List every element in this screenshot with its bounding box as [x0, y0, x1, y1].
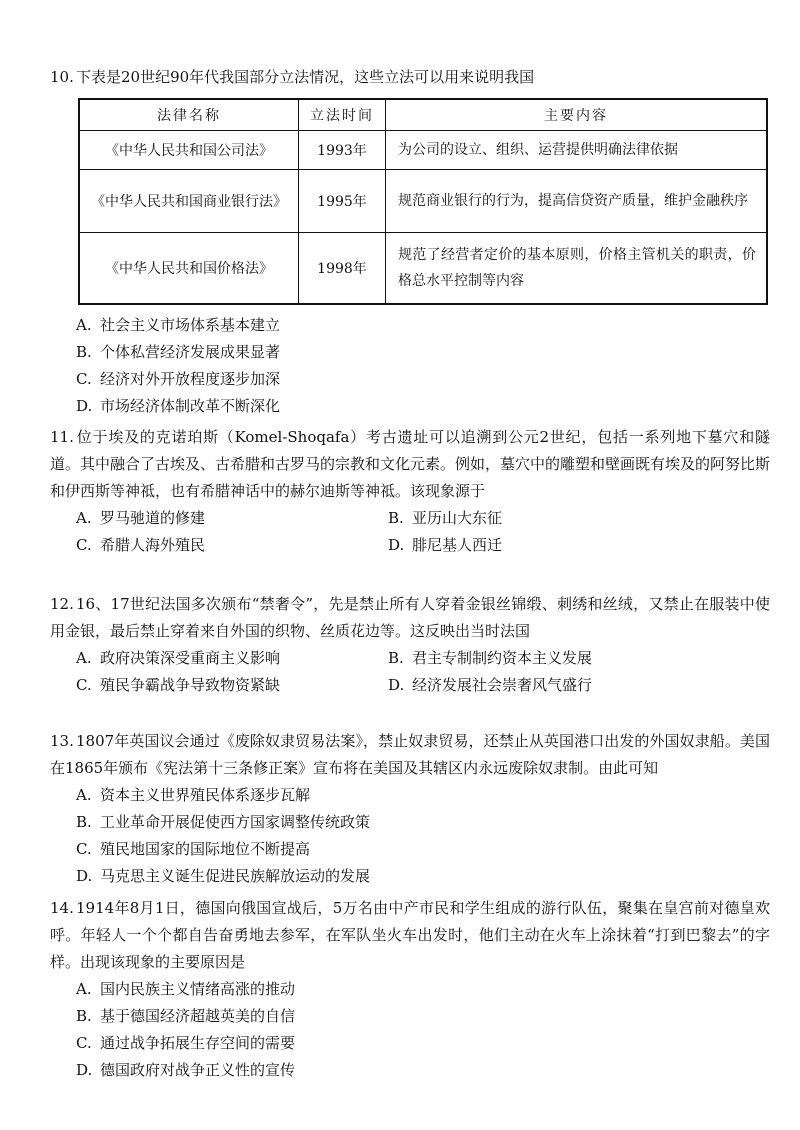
- option-letter: A.: [76, 980, 92, 998]
- option-d[interactable]: [388, 532, 502, 559]
- option-c[interactable]: [50, 836, 770, 863]
- law-table: [78, 98, 768, 305]
- options-row: [50, 532, 770, 559]
- option-b[interactable]: [50, 809, 770, 836]
- option-text: 经济对外开放程度逐步加深: [100, 370, 281, 388]
- option-c[interactable]: [76, 672, 280, 699]
- law-year: 1995年: [299, 170, 386, 233]
- question-12-stem: [50, 591, 770, 645]
- stem-text: 位于埃及的克诺珀斯（Komel-Shoqafa）考古遗址可以追溯到公元2世纪，包括一系列地下墓穴和隧道。其中融合了古埃及、古希腊和古罗马的宗教和文化元素。例如，墓穴中的雕塑和壁画既有埃及的阿努比斯和伊西斯等神祗，也有希腊神话中的赫尔迪斯等神祗。该现象源于: [50, 428, 771, 500]
- option-d[interactable]: [50, 1057, 770, 1084]
- option-d[interactable]: [388, 672, 592, 699]
- option-text: 市场经济体制改革不断深化: [100, 397, 281, 415]
- table-header-row: [79, 99, 767, 131]
- question-number: 13.: [50, 732, 74, 750]
- option-text: 政府决策深受重商主义影响: [100, 649, 281, 667]
- option-text: 君主专制制约资本主义发展: [412, 649, 593, 667]
- option-b[interactable]: [388, 645, 592, 672]
- stem-text: 16、17世纪法国多次颁布“禁奢令”，先是禁止所有人穿着金银丝锦缎、刺绣和丝绒，又禁止在服装中使用金银，最后禁止穿着来自外国的织物、丝质花边等。这反映出当时法国: [50, 595, 770, 640]
- option-c[interactable]: [50, 1030, 770, 1057]
- option-letter: C.: [76, 840, 92, 858]
- option-text: 马克思主义诞生促进民族解放运动的发展: [100, 867, 371, 885]
- option-text: 殖民地国家的国际地位不断提高: [100, 840, 311, 858]
- law-content: 为公司的设立、组织、运营提供明确法律依据: [386, 131, 768, 170]
- option-d[interactable]: [50, 393, 770, 420]
- question-10-options: [50, 312, 770, 420]
- law-name: 《中华人民共和国公司法》: [79, 131, 299, 170]
- stem-text: 1807年英国议会通过《废除奴隶贸易法案》，禁止奴隶贸易，还禁止从英国港口出发的外国奴隶船。美国在1865年颁布《宪法第十三条修正案》宣布将在美国及其辖区内永远废除奴隶制。由此可知: [50, 732, 770, 777]
- option-text: 资本主义世界殖民体系逐步瓦解: [100, 786, 311, 804]
- stem-text: 1914年8月1日，德国向俄国宣战后，5万名由中产市民和学生组成的游行队伍，聚集在皇宫前对德皇欢呼。年轻人一个个都自告奋勇地去参军，在军队坐火车出发时，他们主动在火车上涂抹着“打到巴黎去”的字样。出现该现象的主要原因是: [50, 899, 770, 971]
- option-b[interactable]: [50, 339, 770, 366]
- question-10: [50, 64, 770, 91]
- law-year: 1998年: [299, 233, 386, 305]
- option-c[interactable]: [76, 532, 205, 559]
- option-c[interactable]: [50, 366, 770, 393]
- option-b[interactable]: [50, 1003, 770, 1030]
- question-11-stem: [50, 424, 770, 505]
- option-text: 基于德国经济超越英美的自信: [100, 1007, 296, 1025]
- option-letter: B.: [388, 509, 404, 527]
- options-row: [50, 645, 770, 672]
- option-letter: C.: [76, 1034, 92, 1052]
- option-letter: D.: [76, 867, 93, 885]
- option-text: 罗马驰道的修建: [100, 509, 206, 527]
- law-name: 《中华人民共和国价格法》: [79, 233, 299, 305]
- header-law-date: 立法时间: [299, 99, 386, 131]
- option-text: 国内民族主义情绪高涨的推动: [100, 980, 296, 998]
- table-row: [79, 131, 767, 170]
- option-letter: D.: [76, 397, 93, 415]
- option-a[interactable]: [50, 782, 770, 809]
- option-text: 殖民争霸战争导致物资紧缺: [100, 676, 281, 694]
- option-letter: C.: [76, 536, 92, 554]
- option-text: 德国政府对战争正义性的宣传: [100, 1061, 296, 1079]
- options-row: [50, 672, 770, 699]
- question-10-stem: [50, 64, 770, 91]
- option-letter: D.: [388, 536, 405, 554]
- option-a[interactable]: [50, 312, 770, 339]
- option-a[interactable]: [76, 505, 205, 532]
- question-13-stem: [50, 728, 770, 782]
- law-name: 《中华人民共和国商业银行法》: [79, 170, 299, 233]
- option-a[interactable]: [76, 645, 280, 672]
- option-text: 工业革命开展促使西方国家调整传统政策: [100, 813, 371, 831]
- question-number: 14.: [50, 899, 74, 917]
- question-number: 12.: [50, 595, 74, 613]
- option-letter: A.: [76, 786, 92, 804]
- option-b[interactable]: [388, 505, 502, 532]
- option-d[interactable]: [50, 863, 770, 890]
- option-text: 腓尼基人西迁: [412, 536, 503, 554]
- table-row: [79, 170, 767, 233]
- option-text: 社会主义市场体系基本建立: [100, 316, 281, 334]
- question-14: [50, 895, 770, 1084]
- option-a[interactable]: [50, 976, 770, 1003]
- header-law-name: 法律名称: [79, 99, 299, 131]
- law-content: 规范商业银行的行为，提高信贷资产质量，维护金融秩序: [386, 170, 768, 233]
- header-law-content: 主要内容: [386, 99, 768, 131]
- table-row: [79, 233, 767, 305]
- option-letter: A.: [76, 649, 92, 667]
- option-text: 个体私营经济发展成果显著: [100, 343, 281, 361]
- option-letter: B.: [76, 343, 92, 361]
- question-number: 10.: [50, 68, 74, 86]
- option-letter: B.: [388, 649, 404, 667]
- option-letter: B.: [76, 1007, 92, 1025]
- option-letter: B.: [76, 813, 92, 831]
- question-11: [50, 424, 770, 559]
- option-text: 经济发展社会崇奢风气盛行: [412, 676, 593, 694]
- option-letter: C.: [76, 676, 92, 694]
- options-row: [50, 505, 770, 532]
- question-13: [50, 728, 770, 890]
- stem-text: 下表是20世纪90年代我国部分立法情况，这些立法可以用来说明我国: [76, 68, 535, 86]
- option-letter: D.: [388, 676, 405, 694]
- option-letter: A.: [76, 509, 92, 527]
- option-text: 希腊人海外殖民: [100, 536, 206, 554]
- question-14-stem: [50, 895, 770, 976]
- option-letter: C.: [76, 370, 92, 388]
- law-year: 1993年: [299, 131, 386, 170]
- option-letter: D.: [76, 1061, 93, 1079]
- option-letter: A.: [76, 316, 92, 334]
- question-12: [50, 591, 770, 699]
- option-text: 通过战争拓展生存空间的需要: [100, 1034, 296, 1052]
- question-number: 11.: [50, 428, 74, 446]
- law-content: 规范了经营者定价的基本原则，价格主管机关的职责，价格总水平控制等内容: [386, 233, 768, 305]
- option-text: 亚历山大东征: [412, 509, 503, 527]
